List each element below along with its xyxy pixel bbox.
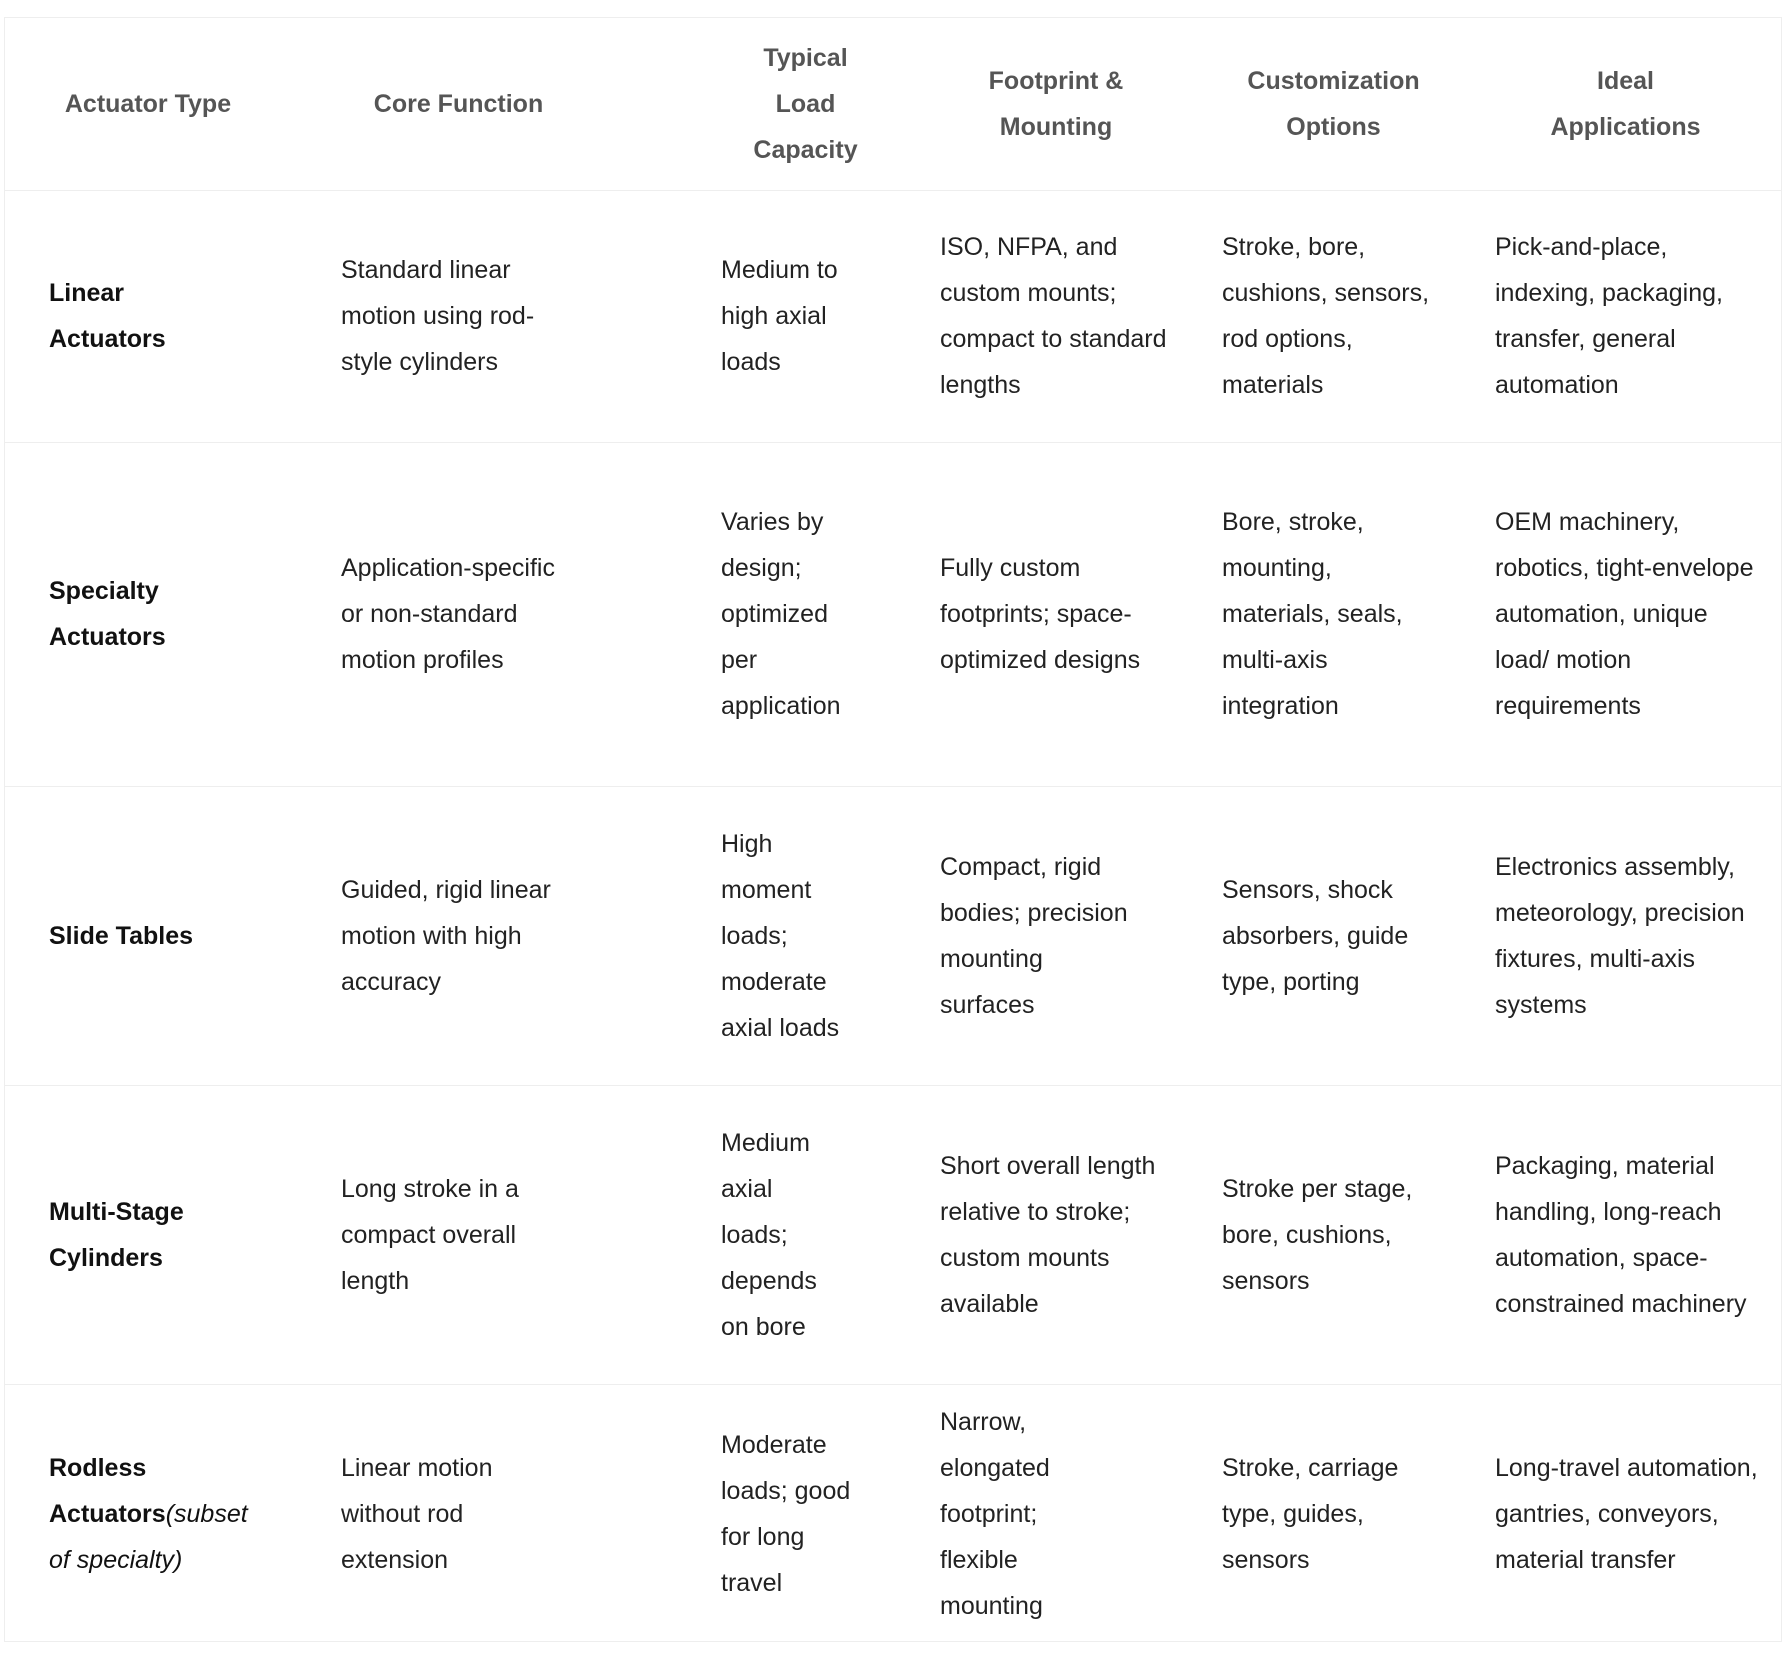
table-row (5, 1384, 1781, 1643)
cell-load-capacity: Medium axial loads; depends on bore (696, 1085, 915, 1384)
cell-customization: Stroke, bore, cushions, sensors, rod options, materials (1197, 190, 1470, 442)
header-actuator-type: Actuator Type (5, 18, 291, 190)
cell-footprint-mounting: ISO, NFPA, and custom mounts; compact to standard lengths (915, 190, 1197, 442)
header-load-capacity: Typical Load Capacity (696, 18, 915, 190)
cell-actuator-type (5, 1085, 291, 1384)
cell-core-function: Long stroke in a compact overall length (291, 1085, 696, 1384)
cell-applications: OEM machinery, robotics, tight-envelope automation, unique load/ motion requirements (1470, 442, 1781, 786)
cell-actuator-type (5, 442, 291, 786)
cell-actuator-type (5, 786, 291, 1085)
header-ideal-applications: Ideal Applications (1470, 18, 1781, 190)
cell-actuator-type (5, 190, 291, 442)
cell-footprint-mounting: Short overall length relative to stroke; custom mounts available (915, 1085, 1197, 1384)
cell-load-capacity: Varies by design; optimized per application (696, 442, 915, 786)
cell-footprint-mounting: Compact, rigid bodies; precision mounting surfaces (915, 786, 1197, 1085)
cell-core-function: Standard linear motion using rod-style cylinders (291, 190, 696, 442)
cell-customization: Sensors, shock absorbers, guide type, porting (1197, 786, 1470, 1085)
header-row (5, 18, 1781, 190)
table-row (5, 1085, 1781, 1384)
header-core-function: Core Function (291, 18, 696, 190)
cell-load-capacity: High moment loads; moderate axial loads (696, 786, 915, 1085)
table-row (5, 190, 1781, 442)
header-footprint-mounting: Footprint & Mounting (915, 18, 1197, 190)
cell-core-function: Guided, rigid linear motion with high accuracy (291, 786, 696, 1085)
cell-actuator-type (5, 1384, 291, 1643)
cell-customization: Stroke per stage, bore, cushions, sensors (1197, 1085, 1470, 1384)
type-name: Slide Tables (49, 921, 194, 950)
cell-applications: Pick-and-place, indexing, packaging, transfer, general automation (1470, 190, 1781, 442)
type-name: Rodless Actuators (49, 1453, 166, 1528)
actuator-comparison-table (5, 18, 1781, 1643)
type-name: Multi-Stage Cylinders (49, 1197, 184, 1272)
cell-load-capacity: Moderate loads; good for long travel (721, 1430, 851, 1597)
cell-core-function: Application-specific or non-standard motion profiles (291, 442, 696, 786)
type-name: Linear Actuators (49, 279, 166, 353)
header-customization-options: Customization Options (1197, 18, 1470, 190)
cell-customization: Stroke, carriage type, guides, sensors (1222, 1453, 1399, 1574)
cell-applications: Electronics assembly, meteorology, precision fixtures, multi-axis systems (1470, 786, 1781, 1085)
cell-applications: Packaging, material handling, long-reach automation, space-constrained machinery (1470, 1085, 1781, 1384)
cell-footprint-mounting: Fully custom footprints; space-optimized designs (915, 442, 1197, 786)
table-row (5, 786, 1781, 1085)
cell-customization: Bore, stroke, mounting, materials, seals, multi-axis integration (1197, 442, 1470, 786)
cell-load-capacity: Medium to high axial loads (696, 190, 915, 442)
cell-core-function: Linear motion without rod extension (341, 1453, 493, 1574)
table-row (5, 442, 1781, 786)
type-note: (subset of specialty) (49, 1499, 248, 1574)
cell-footprint-mounting: Narrow, elongated footprint; flexible mounting (940, 1407, 1050, 1620)
cell-applications: Long-travel automation, gantries, conveyors, material transfer (1495, 1453, 1758, 1574)
type-name: Specialty Actuators (49, 577, 166, 651)
